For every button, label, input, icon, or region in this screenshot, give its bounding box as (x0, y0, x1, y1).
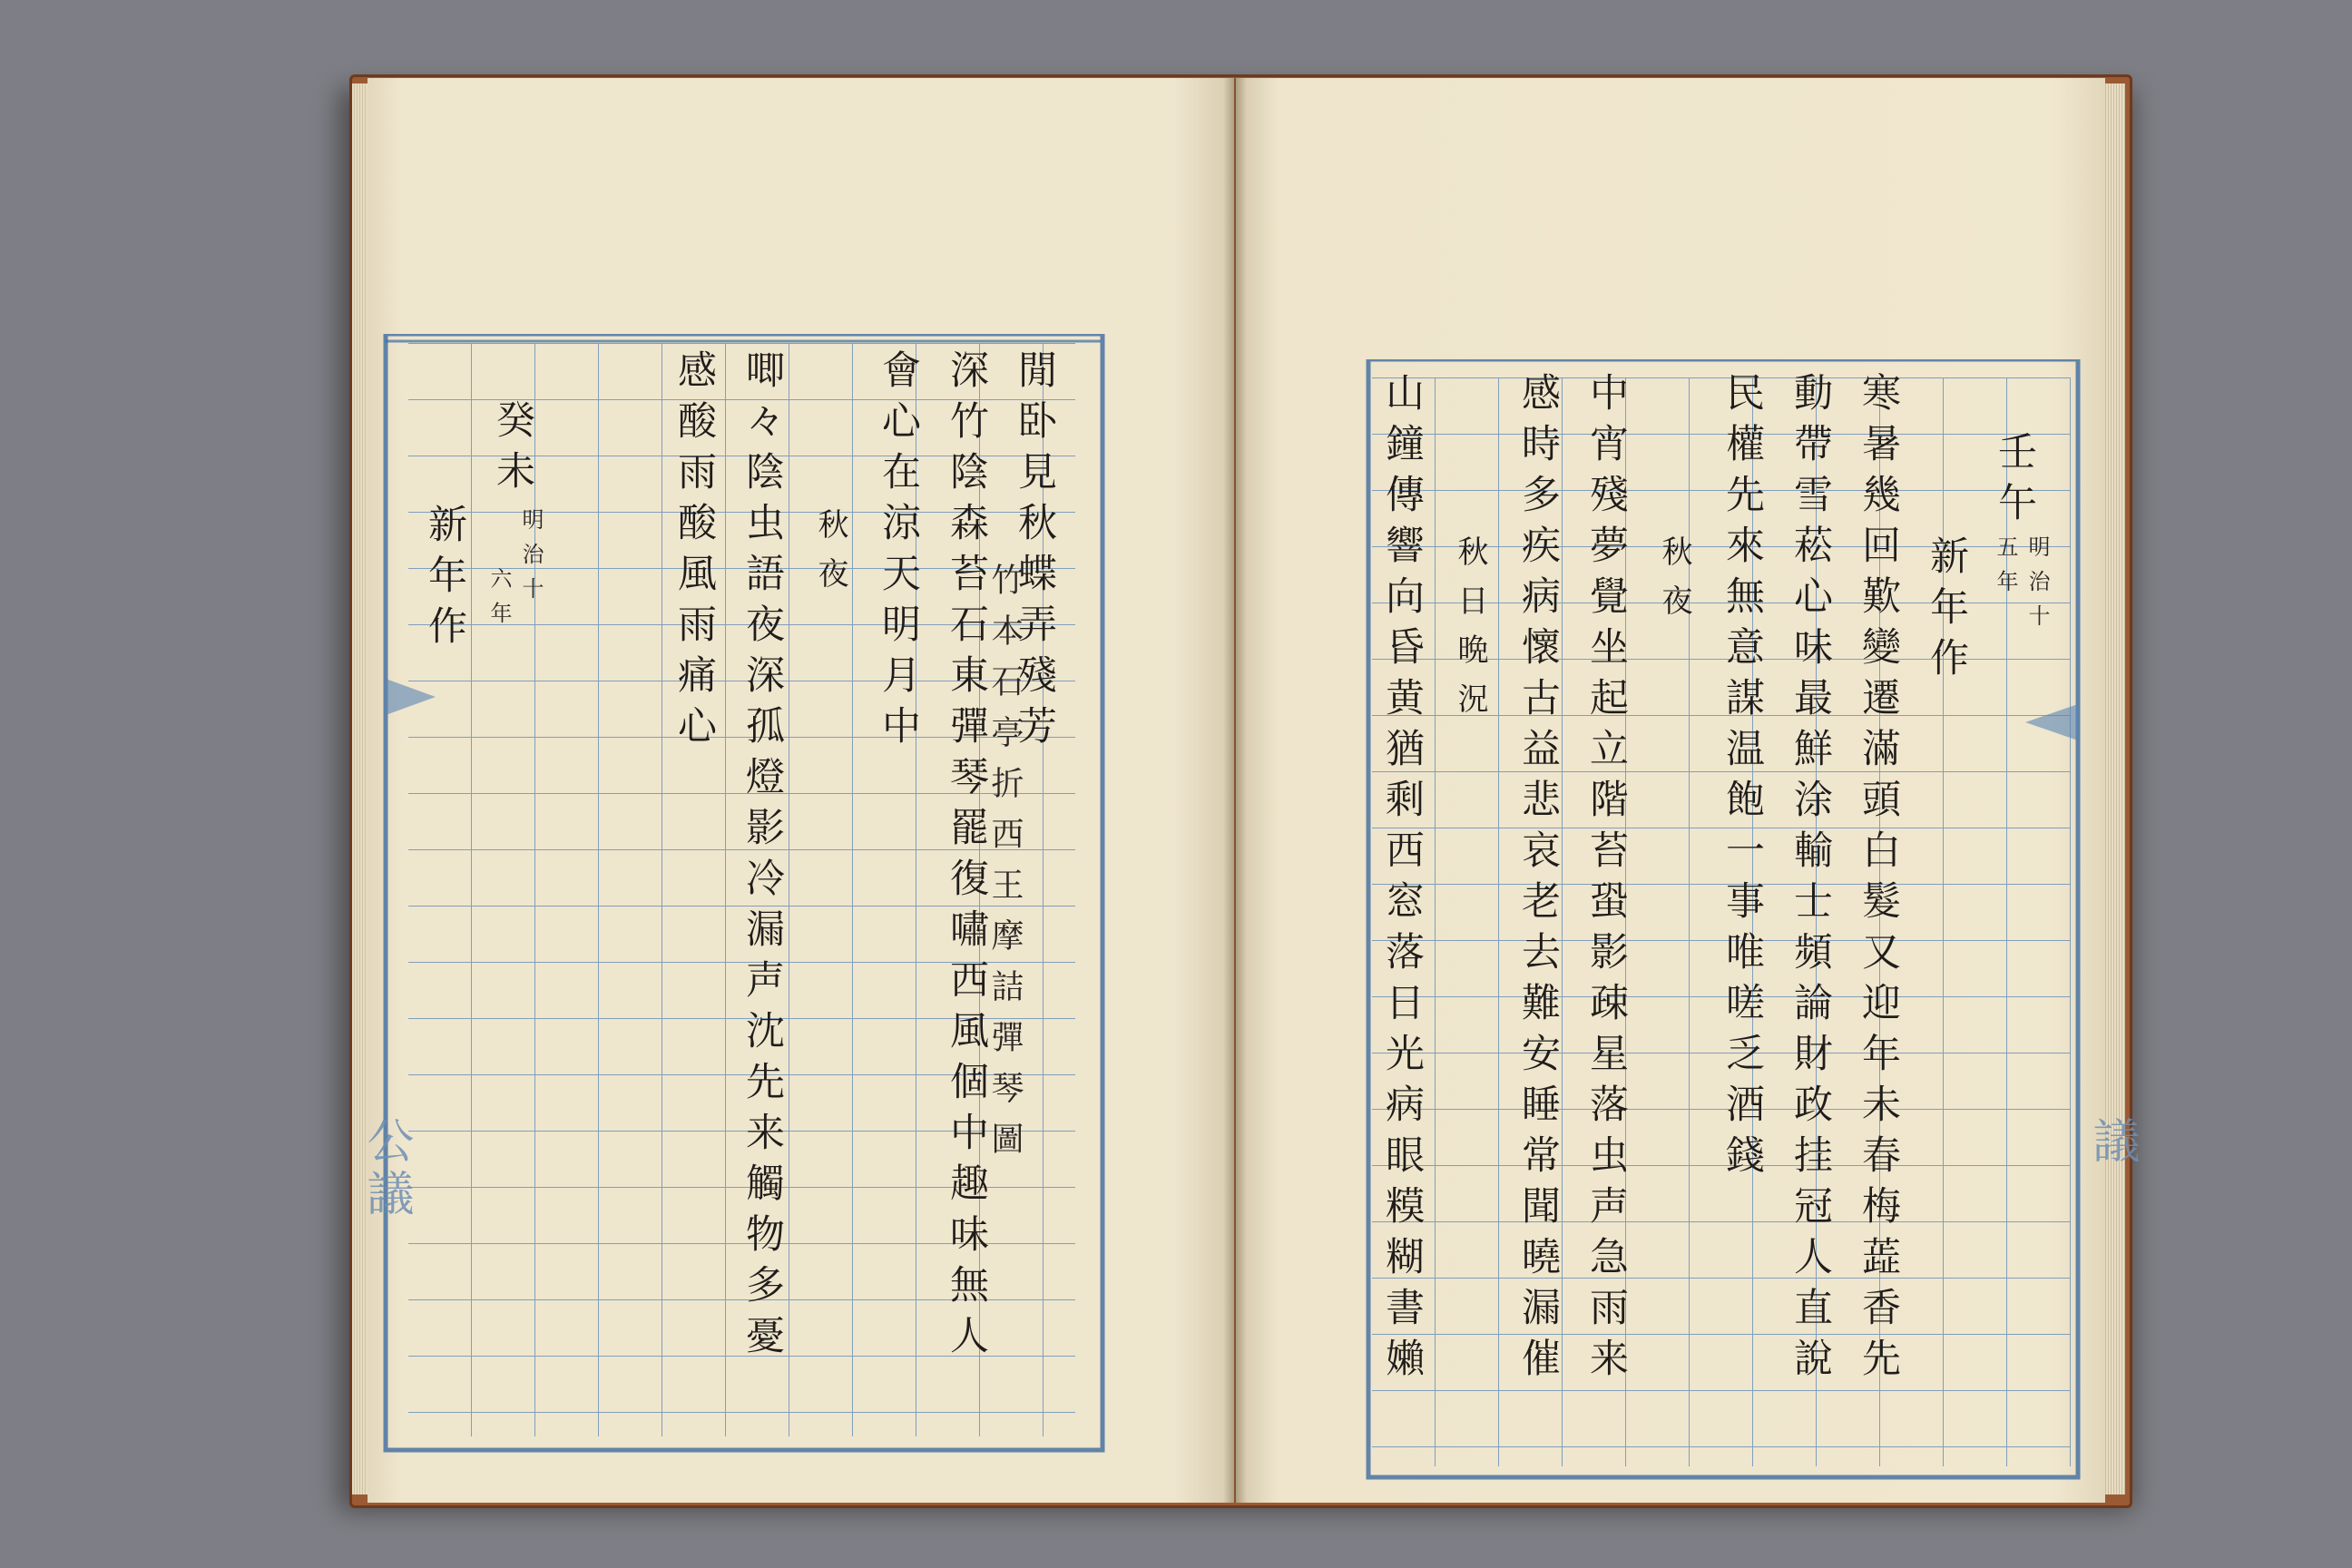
date-note-lower: 五年 (1993, 535, 2018, 604)
poem-title-autumn-butterfly: 閒卧見秋蝶弄殘芳 (1012, 349, 1057, 756)
right-col-8 (1506, 372, 1570, 1388)
right-col-9 (1438, 535, 1502, 731)
date-note-upper: 明治十 (518, 508, 544, 612)
poem-title-autumn-night: 秋夜 (1656, 535, 1692, 633)
left-col-4 (799, 508, 862, 606)
poem-line: 寒暑幾回歎變遷滿頭白髮又迎年未春梅蕋香先 (1856, 372, 1901, 1388)
right-page (1236, 78, 2105, 1503)
poem-line: 唧々陰虫語夜深孤燈影冷漏声沈先来觸物多憂 (740, 349, 785, 1366)
poem-line: 會心在涼天明月中 (876, 349, 921, 756)
poem-line: 動帶雪菘心味最鮮涂輸士頻論財政挂冠人直說 (1788, 372, 1833, 1388)
right-col-7 (1574, 372, 1638, 1388)
left-col-9 (413, 504, 476, 656)
library-stamp-left: 公議 (358, 1116, 413, 1221)
poem-title-autumn-night: 秋夜 (812, 508, 848, 606)
poem-line: 感酸雨酸風雨痛心 (671, 349, 717, 756)
right-col-4 (1779, 372, 1842, 1388)
poem-title-new-year: 新年作 (1924, 535, 1969, 688)
left-page (368, 78, 1234, 1503)
left-col-8 (481, 399, 544, 501)
year-label-jingo: 壬午 (1992, 431, 2037, 533)
left-col-3 (867, 349, 930, 756)
date-note-lower: 六年 (486, 567, 512, 636)
left-col-5 (730, 349, 794, 1366)
year-label-kibi: 癸未 (490, 399, 535, 501)
poem-title-autumn-evening: 秋日晩況 (1452, 535, 1488, 731)
book-gutter (1223, 78, 1247, 1503)
poem-line: 民權先來無意謀温飽一事唯嗟乏酒錢 (1720, 372, 1765, 1185)
right-col-6 (1642, 535, 1706, 633)
poem-line: 山鐘傳響向昏黄猶剩西窓落日光病眼糢糊書嬾 (1379, 372, 1425, 1388)
date-note-upper: 明治十 (2024, 535, 2050, 639)
poem-line: 中宵殘夢覺坐起立階苔蛩影疎星落虫声急雨来 (1583, 372, 1629, 1388)
right-col-2 (1915, 535, 1978, 688)
right-col-3 (1847, 372, 1910, 1388)
poem-line: 感時多疾病懷古益悲哀老去難安睡常聞曉漏催 (1515, 372, 1561, 1388)
poem-title-new-year: 新年作 (422, 504, 467, 656)
right-col-1 (1983, 431, 2046, 533)
left-col-6 (662, 349, 726, 756)
right-col-10 (1370, 372, 1434, 1388)
right-col-5 (1710, 372, 1774, 1185)
library-stamp-right: 議 (2084, 1116, 2139, 1169)
poem-line: 深竹陰森苔石東彈琴罷復嘯西風個中趣味無人 (944, 349, 989, 1366)
painting-note: 竹本石亭折西王摩詰彈琴圖 (986, 563, 1024, 1172)
